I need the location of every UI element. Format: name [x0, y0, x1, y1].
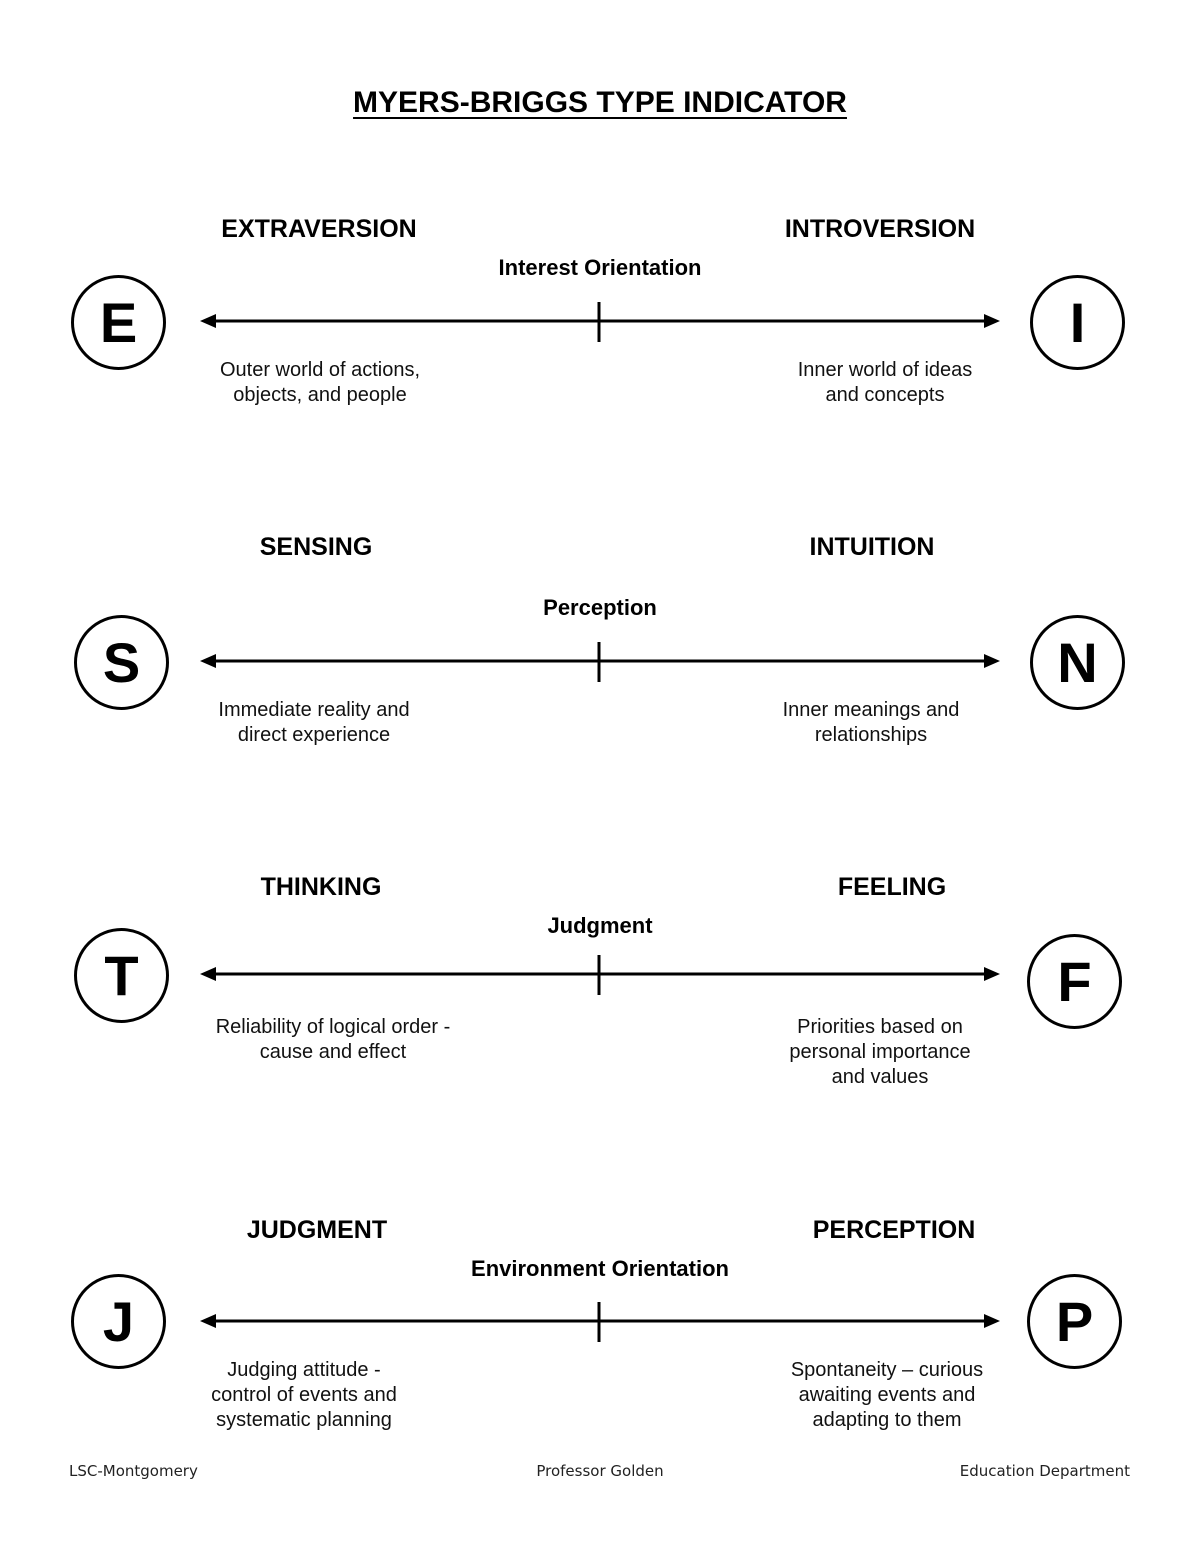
right-description: Spontaneity – curious awaiting events and adapting to them — [790, 1359, 984, 1431]
dimension-label: Interest Orientation — [498, 255, 702, 280]
continuum-arrow — [0, 632, 1200, 692]
letter-circle-left: E — [71, 275, 166, 370]
letter-circle-right: F — [1027, 934, 1122, 1029]
right-description: Inner world of ideas and concepts — [797, 359, 973, 406]
left-pole-heading: EXTRAVERSION — [221, 215, 417, 243]
continuum-arrow — [0, 945, 1200, 1005]
letter-circle-right: P — [1027, 1274, 1122, 1369]
continuum-arrow — [0, 292, 1200, 352]
footer-right: Education Department — [959, 1462, 1130, 1480]
left-description: Judging attitude - control of events and systematic planning — [211, 1359, 397, 1431]
letter-circle-left: S — [74, 615, 169, 710]
right-description: Priorities based on personal importance and values — [789, 1016, 971, 1088]
left-pole-heading: SENSING — [259, 533, 373, 561]
right-description: Inner meanings and relationships — [782, 699, 960, 746]
page-title: MYERS-BRIGGS TYPE INDICATOR — [353, 86, 847, 119]
footer-left: LSC-Montgomery — [69, 1462, 198, 1480]
dimension-label: Perception — [543, 595, 657, 620]
letter-circle-right: I — [1030, 275, 1125, 370]
dimension-label: Judgment — [547, 913, 653, 938]
right-pole-heading: INTUITION — [809, 533, 935, 561]
left-description: Outer world of actions, objects, and people — [219, 359, 421, 406]
dimension-label: Environment Orientation — [471, 1256, 729, 1281]
letter-circle-left: T — [74, 928, 169, 1023]
left-pole-heading: JUDGMENT — [246, 1216, 388, 1244]
right-pole-heading: INTROVERSION — [784, 215, 976, 243]
left-description: Immediate reality and direct experience — [218, 699, 410, 746]
continuum-arrow — [0, 1292, 1200, 1352]
left-description: Reliability of logical order - cause and effect — [215, 1016, 451, 1063]
left-pole-heading: THINKING — [260, 873, 382, 901]
letter-circle-left: J — [71, 1274, 166, 1369]
letter-circle-right: N — [1030, 615, 1125, 710]
right-pole-heading: PERCEPTION — [812, 1216, 976, 1244]
right-pole-heading: FEELING — [837, 873, 947, 901]
footer-center: Professor Golden — [536, 1462, 664, 1480]
